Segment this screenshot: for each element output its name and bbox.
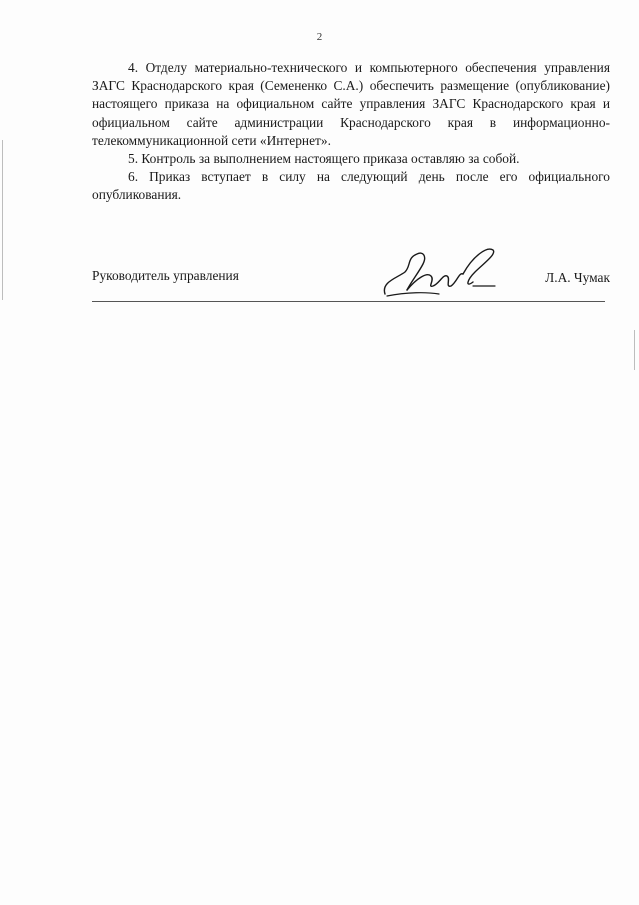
handwritten-signature: [377, 242, 507, 304]
page-number: 2: [316, 31, 323, 43]
paragraph-item-5: 5. Контроль за выполнением настоящего приказа оставляю за собой.: [128, 151, 520, 167]
document-body: [92, 59, 610, 205]
signatory-name: Л.А. Чумак: [545, 270, 610, 285]
paragraph-item-6: 6. Приказ вступает в силу на следующий день после его официального опубликования.: [92, 169, 610, 203]
signature-block: [92, 266, 610, 306]
right-margin-scan-mark: [634, 330, 635, 370]
left-margin-scan-mark: [2, 140, 3, 300]
signatory-title: Руководитель управления: [92, 268, 239, 283]
bottom-rule-divider: [92, 301, 605, 302]
paragraph-item-4: 4. Отделу материально-технического и компьютерного обеспечения управления ЗАГС Краснодарского края (Семененко С.А.) обеспечить размещение (опубликование) настоящего приказа на официальном сайте управления ЗАГС Краснодарского края и официальном сайте администрации Краснодарского края в информационно-телекоммуникационной сети «Интернет».: [92, 60, 610, 148]
